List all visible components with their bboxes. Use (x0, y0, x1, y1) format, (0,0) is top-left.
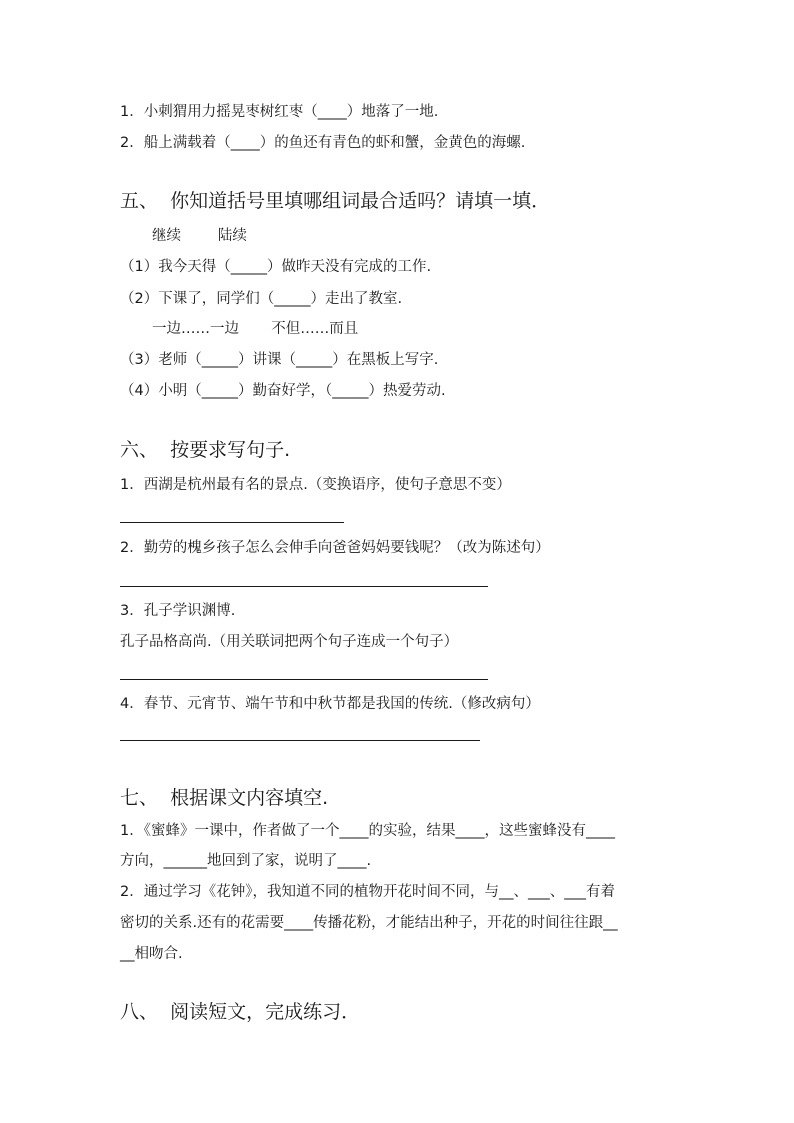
section-seven-question-1b: 方向，______地回到了家，说明了____. (120, 853, 372, 869)
answer-line-2[interactable] (120, 586, 488, 587)
section-seven-question-1a: 1．《蜜蜂》一课中，作者做了一个____的实验，结果____，这些蜜蜂没有____ (120, 823, 615, 839)
answer-line-1[interactable] (120, 522, 344, 523)
section-five-item-4: （4）小明（_____）勤奋好学，（_____）热爱劳动. (120, 383, 446, 399)
section-five-item-3: （3）老师（_____）讲课（_____）在黑板上写字. (120, 352, 439, 368)
section-eight-heading: 八、 阅读短文，完成练习． (120, 1001, 361, 1023)
section-five-item-2: （2）下课了，同学们（_____）走出了教室. (120, 291, 403, 307)
answer-line-4[interactable] (120, 740, 480, 741)
section-seven-question-2b: 密切的关系.还有的花需要____传播花粉，才能结出种子，开花的时间往往跟__ (120, 915, 618, 931)
section-four-item-2: 2．船上满载着（____）的鱼还有青色的虾和蟹，金黄色的海螺. (120, 135, 526, 151)
section-four-item-1: 1．小刺猬用力摇晃枣树红枣（____）地落了一地. (120, 104, 439, 120)
section-five-heading: 五、 你知道括号里填哪组词最合适吗？请填一填． (120, 190, 551, 212)
section-six-question-3b: 孔子品格高尚.（用关联词把两个句子连成一个句子） (120, 634, 459, 650)
section-seven-question-2c: __相吻合. (120, 946, 183, 962)
word-group-1: 继续 陆续 (152, 228, 247, 244)
section-six-heading: 六、 按要求写句子. (120, 439, 291, 461)
section-seven-question-2a: 2．通过学习《花钟》，我知道不同的植物开花时间不同，与__、___、___有着 (120, 884, 615, 900)
section-five-item-1: （1）我今天得（_____）做昨天没有完成的工作. (120, 259, 432, 275)
section-six-question-1: 1．西湖是杭州最有名的景点.（变换语序，使句子意思不变） (120, 477, 511, 493)
section-six-question-4: 4．春节、元宵节、端午节和中秋节都是我国的传统.（修改病句） (120, 696, 540, 712)
answer-line-3[interactable] (120, 679, 488, 680)
word-group-2: 一边……一边 不但……而且 (152, 321, 359, 337)
section-six-question-2: 2．勤劳的槐乡孩子怎么会伸手向爸爸妈妈要钱呢？（改为陈述句） (120, 540, 550, 556)
section-seven-heading: 七、 根据课文内容填空. (120, 787, 329, 809)
section-six-question-3a: 3．孔子学识渊博. (120, 603, 236, 619)
